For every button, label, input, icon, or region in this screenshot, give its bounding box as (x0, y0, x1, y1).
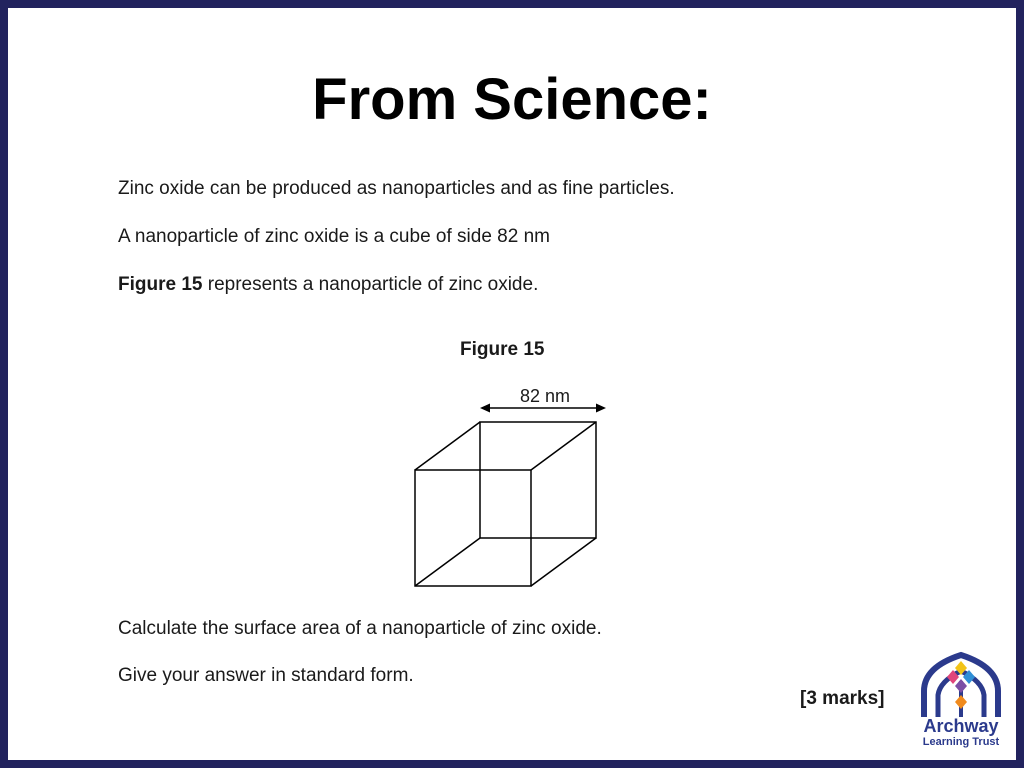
figure-reference-bold: Figure 15 (118, 274, 203, 295)
dimension-label: 82 nm (519, 386, 571, 406)
instruction-text-2: Give your answer in standard form. (118, 665, 414, 686)
intro-text-2: A nanoparticle of zinc oxide is a cube of side 82 nm (118, 226, 550, 247)
logo-subtitle: Learning Trust (922, 736, 1000, 748)
archway-logo (916, 651, 1006, 755)
figure-reference-rest: represents a nanoparticle of zinc oxide. (202, 274, 539, 295)
cube-edge-top-left (415, 422, 480, 470)
cube-back-face (480, 422, 596, 538)
intro-text-1: Zinc oxide can be produced as nanoparticles and as fine particles. (118, 178, 675, 199)
slide (8, 8, 1016, 760)
figure-reference (118, 274, 538, 296)
cube-edges (415, 422, 596, 586)
cube-front-face (415, 470, 531, 586)
cube-edge-top-right (531, 422, 596, 470)
marks-label: [3 marks] (800, 688, 885, 709)
archway-logo-icon (916, 651, 1006, 719)
cube-diagram (408, 380, 618, 596)
instruction-text-1: Calculate the surface area of a nanoparticle of zinc oxide. (118, 618, 602, 639)
logo-name: Archway (923, 716, 999, 736)
figure-caption: Figure 15 (460, 339, 545, 360)
cube-edge-bottom-left (415, 538, 480, 586)
slide-title: From Science: (312, 67, 712, 132)
cube-edge-bottom-right (531, 538, 596, 586)
